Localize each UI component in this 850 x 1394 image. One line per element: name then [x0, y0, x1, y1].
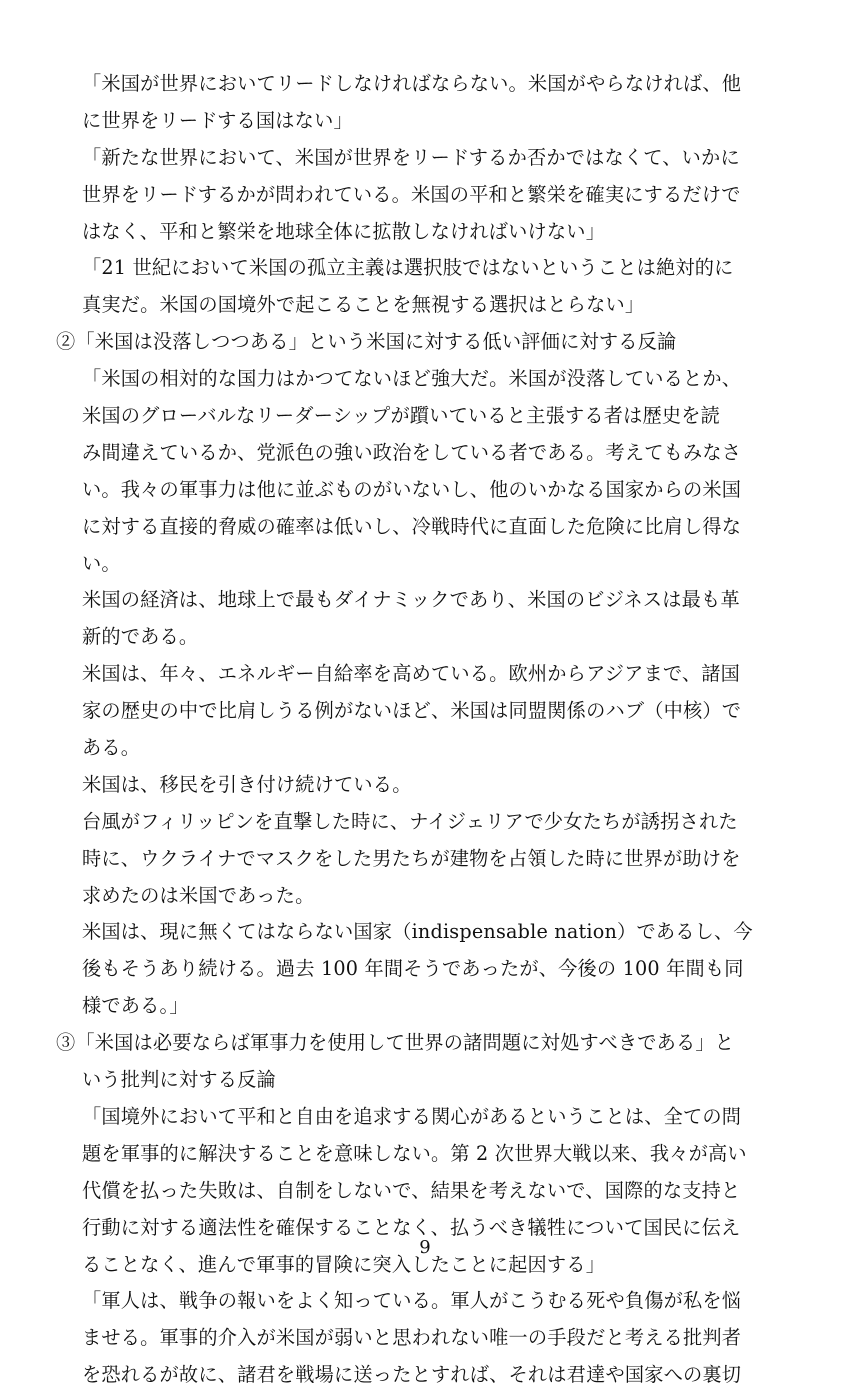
text-line: 「21 世紀において米国の孤立主義は選択肢ではないということは絶対的に — [82, 256, 734, 280]
text-line: を恐れるが故に、諸君を戦場に送ったとすれば、それは君達や国家への裏切 — [82, 1363, 742, 1387]
text-line: 時に、ウクライナでマスクをした男たちが建物を占領した時に世界が助けを — [82, 846, 741, 870]
text-line: 新的である。 — [82, 625, 199, 649]
text-line: 題を軍事的に解決することを意味しない。第 2 次世界大戦以来、我々が高い — [82, 1141, 747, 1165]
text-line: 様である。」 — [82, 994, 189, 1018]
text-line: 「新たな世界において、米国が世界をリードするか否かではなくて、いかに — [82, 145, 740, 169]
text-line: 家の歴史の中で比肩しうる例がないほど、米国は同盟関係のハブ（中核）で — [82, 699, 742, 723]
text-line: 米国の経済は、地球上で最もダイナミックであり、米国のビジネスは最も革 — [82, 588, 740, 612]
text-line: 「米国の相対的な国力はかつてないほど強大だ。米国が没落しているとか、 — [82, 367, 742, 391]
text-line: はなく、平和と繁栄を地球全体に拡散しなければいけない」 — [82, 219, 606, 243]
text-line: 「国境外において平和と自由を追求する関心があるということは、全ての問 — [82, 1104, 742, 1128]
text-line: い。我々の軍事力は他に並ぶものがいないし、他のいかなる国家からの米国 — [82, 477, 742, 501]
section-heading-3: ③「米国は必要ならば軍事力を使用して世界の諸問題に対処すべきである」と — [56, 1031, 735, 1055]
text-line: い。 — [82, 551, 121, 575]
text-line: 米国は、移民を引き付け続けている。 — [82, 772, 412, 796]
text-line: ある。 — [82, 736, 141, 760]
text-line: ることなく、進んで軍事的冒険に突入したことに起因する」 — [82, 1252, 606, 1276]
text-line: に対する直接的脅威の確率は低いし、冷戦時代に直面した危険に比肩し得な — [82, 514, 742, 538]
text-line: 「軍人は、戦争の報いをよく知っている。軍人がこうむる死や負傷が私を悩 — [82, 1289, 742, 1313]
text-line: み間違えているか、党派色の強い政治をしている者である。考えてもみなさ — [82, 440, 742, 464]
section-heading-2: ②「米国は没落しつつある」という米国に対する低い評価に対する反論 — [56, 330, 677, 354]
body-text — [56, 66, 798, 1394]
text-line: 台風がフィリッピンを直撃した時に、ナイジェリアで少女たちが誘拐された — [82, 809, 738, 833]
text-line: 米国は、現に無くてはならない国家（indispensable nation）であるし、今 — [82, 920, 753, 944]
text-line: 米国は、年々、エネルギー自給率を高めている。欧州からアジアまで、諸国 — [82, 662, 741, 686]
text-line: 後もそうあり続ける。過去 100 年間そうであったが、今後の 100 年間も同 — [82, 957, 744, 981]
page-number: 9 — [419, 1237, 431, 1258]
text-line: 世界をリードするかが問われている。米国の平和と繁栄を確実にするだけで — [82, 182, 741, 206]
text-line: 「米国が世界においてリードしなければならない。米国がやらなければ、他 — [82, 72, 742, 95]
text-line: 米国のグローバルなリーダーシップが躓いていると主張する者は歴史を読 — [82, 404, 721, 428]
text-line: に世界をリードする国はない」 — [82, 108, 353, 132]
text-line: 真実だ。米国の国境外で起こることを無視する選択はとらない」 — [82, 293, 645, 317]
text-line: 行動に対する適法性を確保することなく、払うべき犠牲について国民に伝え — [82, 1215, 741, 1239]
text-line: 求めたのは米国であった。 — [82, 883, 315, 907]
text-line: 代償を払った失敗は、自制をしないで、結果を考えないで、国際的な支持と — [82, 1178, 741, 1202]
text-line: いう批判に対する反論 — [82, 1068, 276, 1092]
text-line: ませる。軍事的介入が米国が弱いと思われない唯一の手段だと考える批判者 — [82, 1326, 742, 1350]
